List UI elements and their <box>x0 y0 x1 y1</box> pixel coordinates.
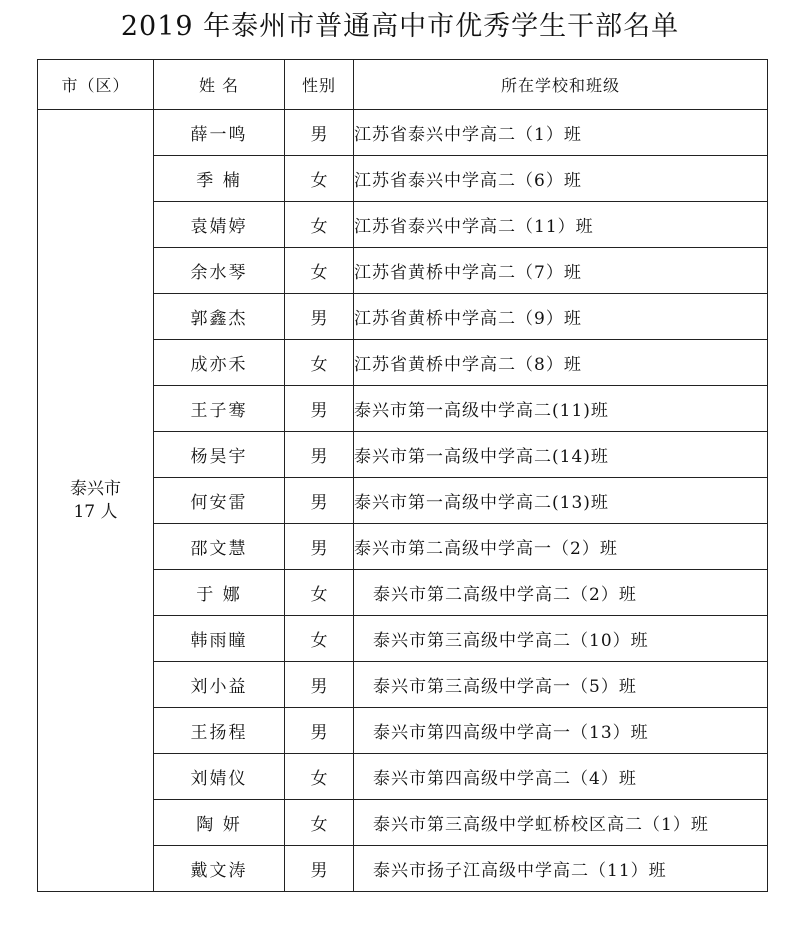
header-row <box>38 60 768 110</box>
student-name: 刘婧仪 <box>154 754 285 800</box>
student-gender: 女 <box>285 340 354 386</box>
student-gender: 男 <box>285 846 354 892</box>
student-gender: 男 <box>285 708 354 754</box>
roster-table <box>37 59 768 892</box>
student-name: 韩雨瞳 <box>154 616 285 662</box>
student-name: 季 楠 <box>154 156 285 202</box>
student-name: 袁婧婷 <box>154 202 285 248</box>
student-school: 泰兴市第二高级中学高二（2）班 <box>354 570 768 616</box>
student-gender: 男 <box>285 524 354 570</box>
student-name: 余水琴 <box>154 248 285 294</box>
student-school: 江苏省黄桥中学高二（9）班 <box>354 294 768 340</box>
student-school: 江苏省黄桥中学高二（8）班 <box>354 340 768 386</box>
student-school: 泰兴市第三高级中学高一（5）班 <box>354 662 768 708</box>
student-name: 刘小益 <box>154 662 285 708</box>
student-gender: 女 <box>285 156 354 202</box>
header-school: 所在学校和班级 <box>354 60 768 110</box>
student-gender: 男 <box>285 110 354 156</box>
student-name: 陶 妍 <box>154 800 285 846</box>
student-school: 江苏省泰兴中学高二（11）班 <box>354 202 768 248</box>
student-name: 戴文涛 <box>154 846 285 892</box>
header-city: 市（区） <box>38 60 154 110</box>
student-school: 泰兴市第四高级中学高一（13）班 <box>354 708 768 754</box>
student-school: 江苏省泰兴中学高二（1）班 <box>354 110 768 156</box>
student-name: 王扬程 <box>154 708 285 754</box>
student-school: 泰兴市第一高级中学高二(11)班 <box>354 386 768 432</box>
student-gender: 男 <box>285 432 354 478</box>
student-name: 于 娜 <box>154 570 285 616</box>
student-school: 泰兴市第三高级中学虹桥校区高二（1）班 <box>354 800 768 846</box>
student-school: 泰兴市第二高级中学高一（2）班 <box>354 524 768 570</box>
student-name: 成亦禾 <box>154 340 285 386</box>
city-count: 17 人 <box>73 501 118 522</box>
student-school: 泰兴市扬子江高级中学高二（11）班 <box>354 846 768 892</box>
student-gender: 女 <box>285 202 354 248</box>
student-school: 泰兴市第一高级中学高二(13)班 <box>354 478 768 524</box>
student-gender: 男 <box>285 662 354 708</box>
student-school: 江苏省黄桥中学高二（7）班 <box>354 248 768 294</box>
student-school: 江苏省泰兴中学高二（6）班 <box>354 156 768 202</box>
student-gender: 女 <box>285 800 354 846</box>
student-name: 郭鑫杰 <box>154 294 285 340</box>
roster-body <box>38 110 768 892</box>
student-school: 泰兴市第三高级中学高二（10）班 <box>354 616 768 662</box>
student-gender: 男 <box>285 386 354 432</box>
city-group-cell <box>38 110 154 892</box>
table-row <box>38 110 768 156</box>
student-name: 何安雷 <box>154 478 285 524</box>
student-name: 王子骞 <box>154 386 285 432</box>
student-gender: 女 <box>285 616 354 662</box>
page-title: 2019 年泰州市普通高中市优秀学生干部名单 <box>120 11 680 42</box>
header-name: 姓 名 <box>154 60 285 110</box>
city-name: 泰兴市 <box>70 478 121 499</box>
student-name: 薛一鸣 <box>154 110 285 156</box>
student-school: 泰兴市第一高级中学高二(14)班 <box>354 432 768 478</box>
student-gender: 女 <box>285 754 354 800</box>
student-school: 泰兴市第四高级中学高二（4）班 <box>354 754 768 800</box>
student-gender: 女 <box>285 570 354 616</box>
student-gender: 男 <box>285 294 354 340</box>
student-gender: 男 <box>285 478 354 524</box>
header-gender: 性别 <box>285 60 354 110</box>
student-name: 邵文慧 <box>154 524 285 570</box>
student-name: 杨昊宇 <box>154 432 285 478</box>
student-gender: 女 <box>285 248 354 294</box>
